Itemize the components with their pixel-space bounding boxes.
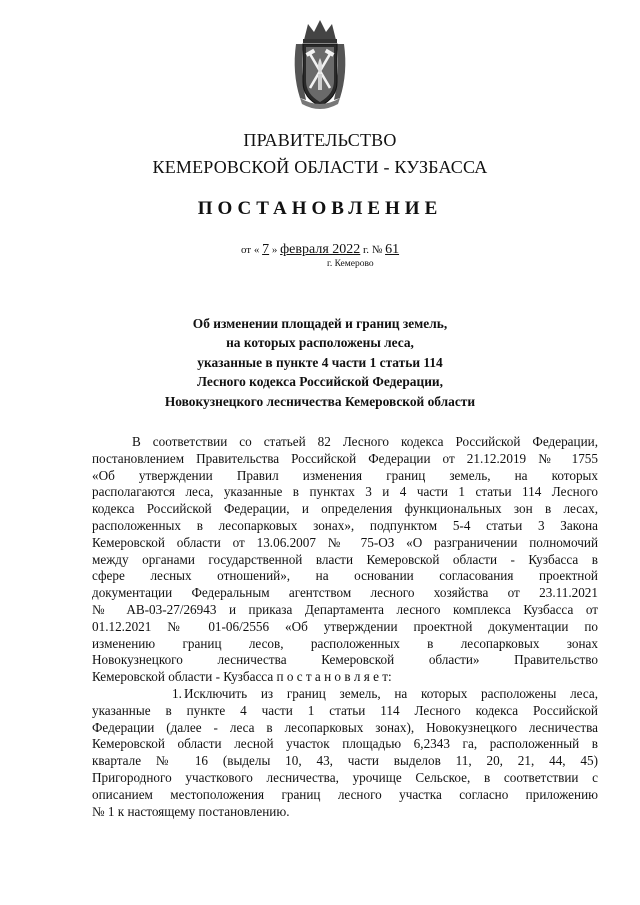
body-line: Кемеровской области - Кузбасса п о с т а н о в л я е т: — [92, 669, 392, 685]
title-line: Лесного кодекса Российской Федерации, — [197, 374, 443, 390]
title-line: Об изменении площадей и границ земель, — [192, 316, 448, 331]
body-line: кодекса Российской Федерации, и определения функциональных зон в лесах, — [92, 501, 598, 517]
body-line: сфере лесных отношений», на основании согласования проектной — [92, 568, 598, 584]
body-line: Кемеровской области лесной участок площадью 6,2343 га, расположенный в — [92, 736, 598, 752]
body-line: Исключить из границ земель, на которых расположены леса, — [184, 685, 598, 701]
item-number: 1. — [172, 685, 182, 701]
body-line: В соответствии со статьей 82 Лесного кодекса Российской Федерации, — [132, 434, 598, 449]
body-line: описанием местоположения границ лесного участка согласно приложению — [92, 786, 598, 802]
body-line: Пригородного участкового лесничества, урочище Сельское, в соответствии с — [92, 769, 598, 785]
body-line: располагаются леса, указанные в пунктах 3 и 4 части 1 статьи 114 Лесного — [92, 484, 598, 500]
date-day: 7 — [262, 242, 270, 257]
body-line: указанные в пункте 4 части 1 статьи 114 Лесного кодекса Российской — [92, 702, 598, 718]
title-line: Новокузнецкого лесничества Кемеровской области — [164, 393, 476, 409]
body-line: расположенных в лесопарковых зонах», подпунктом 5-4 статьи 3 Закона — [92, 517, 598, 533]
date-prefix: от « — [240, 244, 260, 256]
body-line: Новокузнецкого лесничества Кемеровской области» Правительство — [92, 652, 598, 668]
document-title — [0, 314, 640, 411]
date-year-suffix: г. — [363, 244, 370, 256]
city: г. Кемерово — [327, 259, 374, 269]
document-body — [92, 434, 598, 820]
date-month-year: февраля 2022 — [280, 242, 361, 257]
government-title: ПРАВИТЕЛЬСТВО — [243, 130, 397, 150]
date-line — [0, 242, 640, 258]
body-line: квартале № 16 (выделы 10, 43, части выделов 11, 20, 21, 44, 45) — [92, 753, 598, 769]
body-line: № 1 к настоящему постановлению. — [92, 803, 290, 819]
body-line: 01.12.2021 № 01-06/2556 «Об утверждении проектной документации по — [92, 618, 598, 634]
body-line: Кемеровской области от 13.06.2007 № 75-ОЗ «О разграничении полномочий — [92, 534, 598, 550]
document-type: ПОСТАНОВЛЕНИЕ — [197, 198, 443, 219]
kuzbass-coat-of-arms-icon — [290, 18, 350, 110]
date-mid: » — [271, 244, 278, 256]
number-label: № — [371, 244, 383, 256]
item-1-first-line — [92, 686, 598, 703]
body-line: изменению границ лесов, расположенных в лесопарковых зонах — [92, 635, 598, 651]
body-line: документации Федеральным агентством лесного хозяйства от 23.11.2021 — [92, 585, 598, 601]
body-line: «Об утверждении Правил изменения границ земель, на которых — [92, 467, 598, 483]
body-line: между органами государственной власти Кемеровской области - Кузбасса в — [92, 551, 598, 567]
body-line: Федерации (далее - леса в лесопарковых зонах), Новокузнецкого лесничества — [92, 719, 598, 735]
title-line: указанные в пункте 4 части 1 статьи 114 — [197, 354, 443, 370]
body-line: № АВ-03-27/26943 и приказа Департамента лесного комплекса Кузбасса от — [92, 601, 598, 617]
title-line: на которых расположены леса, — [226, 335, 414, 351]
region-title: КЕМЕРОВСКОЙ ОБЛАСТИ - КУЗБАССА — [152, 157, 488, 177]
document-number: 61 — [385, 242, 400, 257]
body-line: постановлением Правительства Российской Федерации от 21.12.2019 № 1755 — [92, 450, 598, 466]
